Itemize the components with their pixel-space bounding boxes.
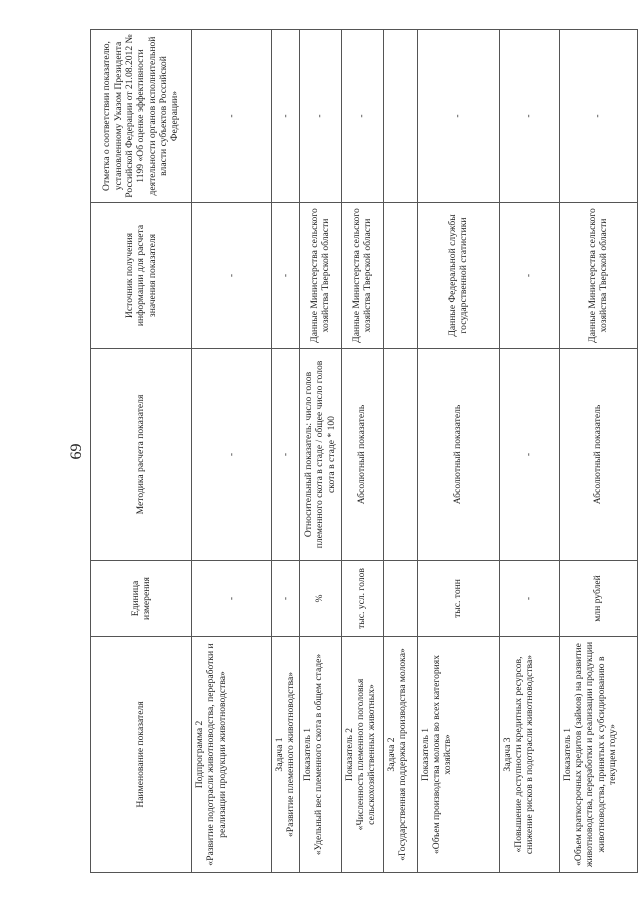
header-name: Наименование показателя [91,637,192,873]
method-cell: Абсолютный показатель [559,349,637,561]
indicator-name: Показатель 2 «Численность племенного поголовья сельскохозяйственных животных» [341,637,383,873]
mark-cell: - [272,30,300,203]
header-source: Источник получения информации для расчета значения показателя [91,203,192,349]
table-row [383,30,417,873]
source-cell: Данные Министерства сельского хозяйства Тверской области [559,203,637,349]
unit-cell: % [299,561,341,637]
source-cell [383,203,417,349]
indicator-name: Показатель 1 «Объем краткосрочных кредитов (займов) на развитие животноводства, переработки и реализации продукции животноводства, принятых к субсидированию в текущем году» [559,637,637,873]
indicators-table [90,29,638,873]
table-row [417,30,499,873]
method-cell: - [499,349,559,561]
unit-cell: - [192,561,272,637]
mark-cell: - [341,30,383,203]
mark-cell: - [299,30,341,203]
table-row [559,30,637,873]
table-row [341,30,383,873]
unit-cell: - [499,561,559,637]
unit-cell: - [272,561,300,637]
table-row [192,30,272,873]
rotated-table-area [68,30,618,873]
mark-cell [383,30,417,203]
indicator-name: Показатель 1 «Объем производства молока во всех категориях хозяйств» [417,637,499,873]
source-cell: - [192,203,272,349]
unit-cell: тыс. усл. голов [341,561,383,637]
unit-cell: млн рублей [559,561,637,637]
table-row [499,30,559,873]
indicator-name: Задача 2 «Государственная поддержка производства молока» [383,637,417,873]
mark-cell: - [417,30,499,203]
method-cell: Относительный показатель: число голов племенного скота в стаде / общее число голов скота в стаде * 100 [299,349,341,561]
method-cell: Абсолютный показатель [341,349,383,561]
unit-cell: тыс. тонн [417,561,499,637]
method-cell: - [192,349,272,561]
method-cell: Абсолютный показатель [417,349,499,561]
indicator-name: Задача 3 «Повышение доступности кредитных ресурсов, снижение рисков в подотрасли животноводства» [499,637,559,873]
header-method: Методика расчета показателя [91,349,192,561]
indicator-name: Задача 1 «Развитие племенного животноводства» [272,637,300,873]
header-unit: Единица измерения [91,561,192,637]
unit-cell [383,561,417,637]
table-header-row [91,30,192,873]
method-cell [383,349,417,561]
mark-cell: - [499,30,559,203]
source-cell: Данные Министерства сельского хозяйства Тверской области [341,203,383,349]
method-cell: - [272,349,300,561]
indicator-name: Показатель 1 «Удельный вес племенного скота в общем стаде» [299,637,341,873]
page-number: 69 [68,443,85,460]
source-cell: - [499,203,559,349]
header-mark: Отметка о соответствии показателю, установленному Указом Президента Российской Федерации от 21.08.2012 № 1199 «Об оценке эффективности деятельности органов исполнительной власти субъектов Российской Федерации» [91,30,192,203]
source-cell: Данные Министерства сельского хозяйства Тверской области [299,203,341,349]
source-cell: - [272,203,300,349]
mark-cell: - [559,30,637,203]
mark-cell: - [192,30,272,203]
source-cell: Данные Федеральной службы государственной статистики [417,203,499,349]
table-row [299,30,341,873]
table-row [272,30,300,873]
indicator-name: Подпрограмма 2 «Развитие подотрасли животноводства, переработки и реализации продукции животноводства» [192,637,272,873]
